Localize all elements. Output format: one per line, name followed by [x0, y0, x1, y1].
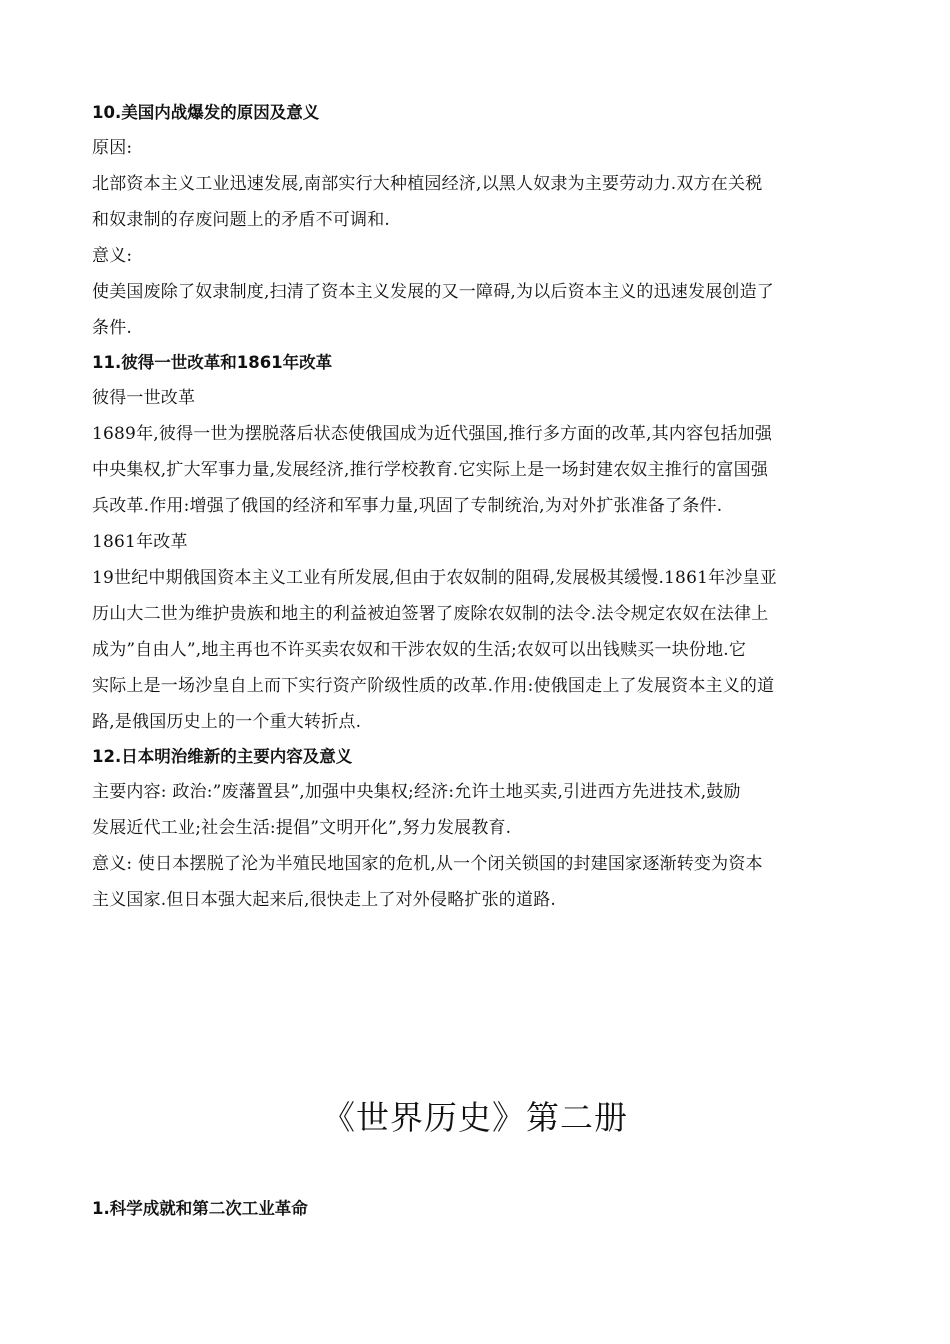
paragraph-line: 使美国废除了奴隶制度,扫清了资本主义发展的又一障碍,为以后资本主义的迅速发展创造了 [92, 282, 775, 302]
section-heading: 11.彼得一世改革和1861年改革 [92, 353, 333, 372]
paragraph-line: 成为”自由人”,地主再也不许买卖农奴和干涉农奴的生活;农奴可以出钱赎买一块份地.它 [92, 640, 747, 660]
section-heading: 10.美国内战爆发的原因及意义 [92, 103, 320, 122]
paragraph-line: 历山大二世为维护贵族和地主的利益被迫签署了废除农奴制的法令.法令规定农奴在法律上 [92, 604, 769, 624]
paragraph-line: 1861年改革 [92, 532, 188, 552]
document-body [92, 96, 862, 918]
section-12 [92, 740, 862, 918]
paragraph-line: 北部资本主义工业迅速发展,南部实行大种植园经济,以黑人奴隶为主要劳动力.双方在关税 [92, 174, 763, 194]
paragraph-line: 彼得一世改革 [92, 388, 196, 408]
paragraph-line: 发展近代工业;社会生活:提倡”文明开化”,努力发展教育. [92, 818, 512, 838]
section-10 [92, 96, 862, 346]
paragraph-line: 条件. [92, 318, 133, 338]
paragraph-line: 意义: 使日本摆脱了沦为半殖民地国家的危机,从一个闭关锁国的封建国家逐渐转变为资本 [92, 854, 763, 874]
paragraph-line: 意义: [92, 246, 133, 266]
paragraph-line: 主要内容: 政治:”废藩置县”,加强中央集权;经济:允许土地买卖,引进西方先进技术,鼓励 [92, 782, 741, 802]
paragraph-line: 路,是俄国历史上的一个重大转折点. [92, 712, 362, 732]
book-title: 《世界历史》第二册 [322, 1098, 628, 1137]
chapter-heading: 1.科学成就和第二次工业革命 [92, 1199, 308, 1218]
paragraph-line: 原因: [92, 138, 133, 158]
section-heading: 12.日本明治维新的主要内容及意义 [92, 747, 353, 766]
paragraph-line: 中央集权,扩大军事力量,发展经济,推行学校教育.它实际上是一场封建农奴主推行的富国强 [92, 460, 769, 480]
paragraph-line: 和奴隶制的存废问题上的矛盾不可调和. [92, 210, 391, 230]
paragraph-line: 19世纪中期俄国资本主义工业有所发展,但由于农奴制的阻碍,发展极其缓慢.1861年沙皇亚 [92, 568, 777, 588]
paragraph-line: 实际上是一场沙皇自上而下实行资产阶级性质的改革.作用:使俄国走上了发展资本主义的道 [92, 676, 775, 696]
paragraph-line: 主义国家.但日本强大起来后,很快走上了对外侵略扩张的道路. [92, 890, 557, 910]
paragraph-line: 兵改革.作用:增强了俄国的经济和军事力量,巩固了专制统治,为对外扩张准备了条件. [92, 496, 723, 516]
paragraph-line: 1689年,彼得一世为摆脱落后状态使俄国成为近代强国,推行多方面的改革,其内容包括加强 [92, 424, 773, 444]
section-11 [92, 346, 862, 740]
